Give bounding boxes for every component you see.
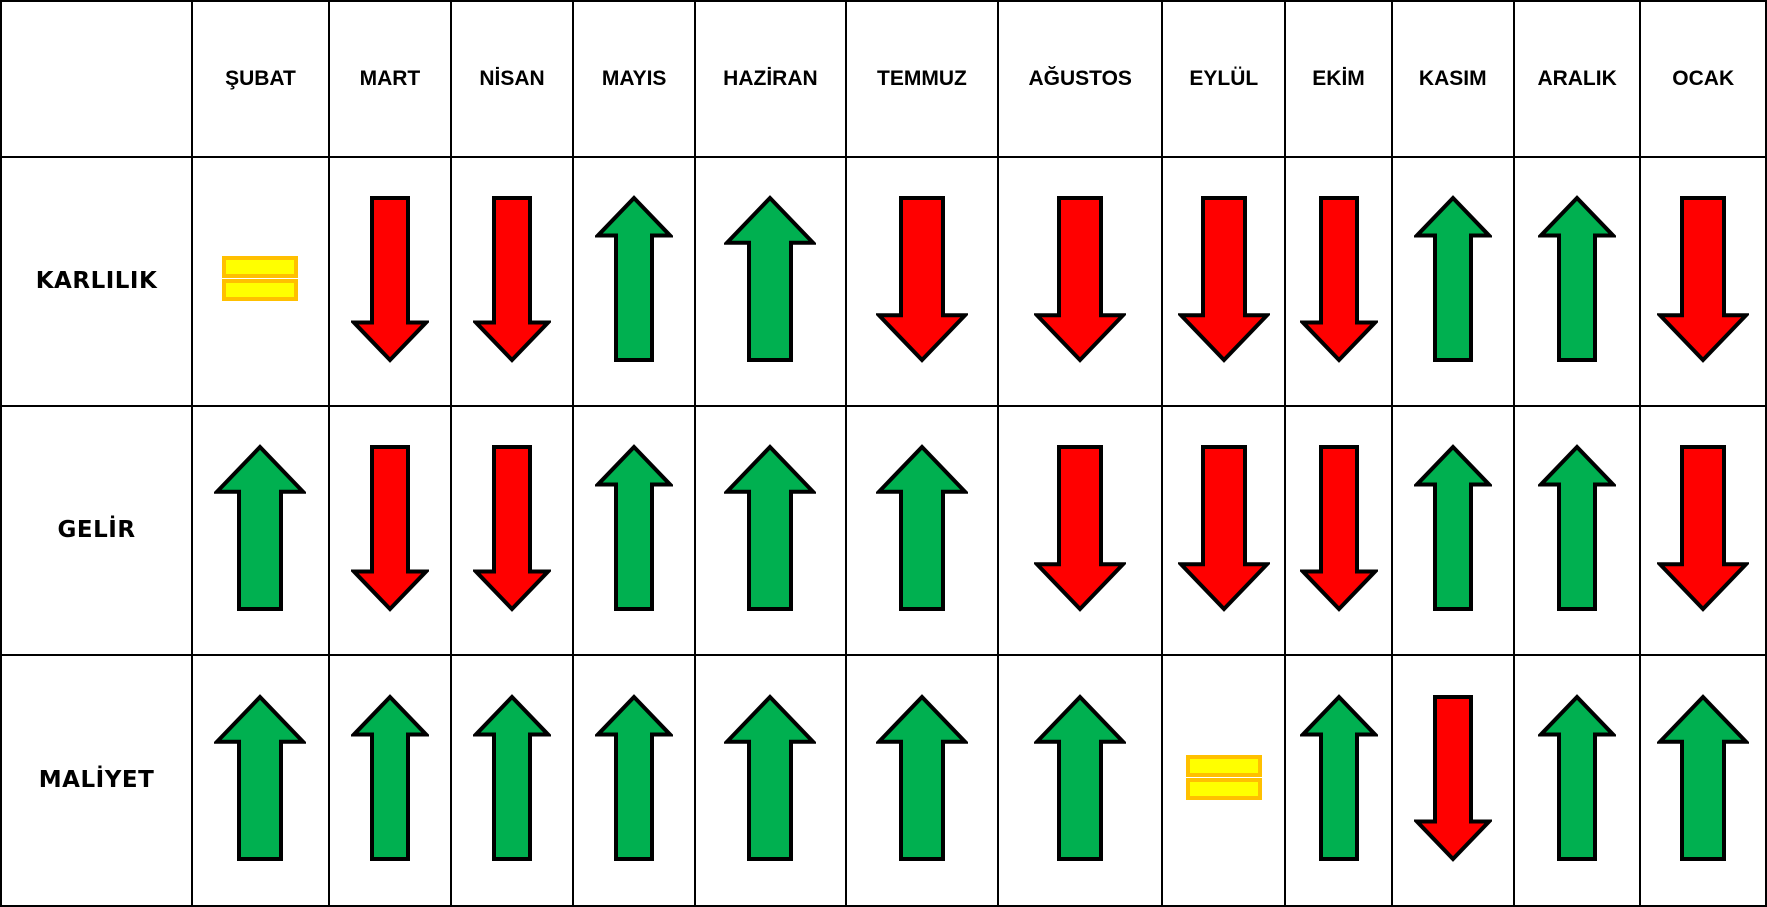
trend-cell bbox=[1285, 406, 1391, 655]
trend-cell bbox=[1640, 406, 1766, 655]
row-label-text: MALİYET bbox=[38, 767, 155, 794]
row-label bbox=[1, 406, 192, 655]
month-header-cell bbox=[695, 1, 845, 157]
month-header-cell bbox=[1285, 1, 1391, 157]
row-label-text: GELİR bbox=[57, 517, 136, 544]
month-header-cell bbox=[1514, 1, 1641, 157]
month-label: NİSAN bbox=[479, 66, 545, 90]
arrow-up-icon bbox=[595, 195, 673, 363]
month-header-cell bbox=[1392, 1, 1514, 157]
month-label: TEMMUZ bbox=[877, 66, 967, 90]
trend-cell bbox=[695, 157, 845, 406]
row-label bbox=[1, 655, 192, 906]
equal-sign-icon bbox=[1186, 755, 1262, 801]
arrow-down-icon bbox=[473, 444, 551, 612]
arrow-up-icon bbox=[595, 444, 673, 612]
month-label: KASIM bbox=[1418, 66, 1487, 90]
row-label bbox=[1, 157, 192, 406]
arrow-down-icon bbox=[1034, 444, 1126, 612]
arrow-up-icon bbox=[1538, 444, 1616, 612]
trend-cell bbox=[1640, 655, 1766, 906]
row-label-text: KARLILIK bbox=[35, 268, 158, 295]
month-label: MART bbox=[359, 66, 421, 90]
month-label: EYLÜL bbox=[1189, 66, 1259, 90]
trend-cell bbox=[1514, 406, 1641, 655]
trend-cell bbox=[998, 655, 1162, 906]
month-label: OCAK bbox=[1672, 66, 1735, 90]
arrow-down-icon bbox=[473, 195, 551, 363]
trend-cell bbox=[573, 655, 695, 906]
month-header-cell bbox=[998, 1, 1162, 157]
arrow-up-icon bbox=[724, 694, 816, 862]
arrow-down-icon bbox=[351, 195, 429, 363]
trend-cell bbox=[695, 406, 845, 655]
trend-cell bbox=[846, 655, 999, 906]
trend-cell bbox=[1514, 157, 1641, 406]
month-header-cell bbox=[1640, 1, 1766, 157]
arrow-up-icon bbox=[724, 195, 816, 363]
trend-cell bbox=[573, 157, 695, 406]
trend-cell bbox=[329, 157, 451, 406]
trend-cell bbox=[329, 655, 451, 906]
month-header-cell bbox=[573, 1, 695, 157]
month-label: ŞUBAT bbox=[225, 66, 296, 90]
arrow-down-icon bbox=[1414, 694, 1492, 862]
trend-cell bbox=[1162, 406, 1285, 655]
arrow-up-icon bbox=[1538, 195, 1616, 363]
trend-cell bbox=[192, 157, 329, 406]
trend-cell bbox=[1392, 655, 1514, 906]
trend-cell bbox=[1640, 157, 1766, 406]
month-header-cell bbox=[846, 1, 999, 157]
arrow-down-icon bbox=[1300, 195, 1378, 363]
month-label: AĞUSTOS bbox=[1028, 66, 1132, 90]
arrow-up-icon bbox=[1414, 444, 1492, 612]
trend-cell bbox=[573, 406, 695, 655]
arrow-up-icon bbox=[1657, 694, 1749, 862]
arrow-down-icon bbox=[1178, 444, 1270, 612]
arrow-up-icon bbox=[876, 444, 968, 612]
month-header-cell bbox=[192, 1, 329, 157]
arrow-up-icon bbox=[1034, 694, 1126, 862]
trend-cell bbox=[1514, 655, 1641, 906]
arrow-up-icon bbox=[1414, 195, 1492, 363]
month-header-cell bbox=[329, 1, 451, 157]
trend-cell bbox=[451, 157, 573, 406]
trend-cell bbox=[1162, 655, 1285, 906]
trend-cell bbox=[1285, 157, 1391, 406]
trend-cell bbox=[1392, 157, 1514, 406]
trend-cell bbox=[192, 655, 329, 906]
corner-cell bbox=[1, 1, 192, 157]
month-label: HAZİRAN bbox=[723, 66, 818, 90]
arrow-up-icon bbox=[595, 694, 673, 862]
arrow-up-icon bbox=[214, 694, 306, 862]
row-gelir bbox=[1, 406, 1766, 655]
trend-cell bbox=[1392, 406, 1514, 655]
arrow-down-icon bbox=[1034, 195, 1126, 363]
arrow-down-icon bbox=[1657, 195, 1749, 363]
arrow-up-icon bbox=[1538, 694, 1616, 862]
arrow-down-icon bbox=[351, 444, 429, 612]
arrow-up-icon bbox=[351, 694, 429, 862]
arrow-up-icon bbox=[214, 444, 306, 612]
equal-sign-icon bbox=[222, 256, 298, 302]
month-header-cell bbox=[451, 1, 573, 157]
month-header-cell bbox=[1162, 1, 1285, 157]
trend-cell bbox=[451, 406, 573, 655]
arrow-up-icon bbox=[1300, 694, 1378, 862]
month-label: ARALIK bbox=[1537, 66, 1617, 90]
month-header-row bbox=[1, 1, 1766, 157]
trend-cell bbox=[329, 406, 451, 655]
trend-cell bbox=[998, 406, 1162, 655]
arrow-down-icon bbox=[1657, 444, 1749, 612]
month-label: EKİM bbox=[1312, 66, 1365, 90]
trend-cell bbox=[1285, 655, 1391, 906]
trend-cell bbox=[1162, 157, 1285, 406]
month-label: MAYIS bbox=[601, 66, 667, 90]
trend-cell bbox=[451, 655, 573, 906]
arrow-up-icon bbox=[724, 444, 816, 612]
trend-cell bbox=[695, 655, 845, 906]
arrow-down-icon bbox=[876, 195, 968, 363]
trend-cell bbox=[192, 406, 329, 655]
row-karlilik bbox=[1, 157, 1766, 406]
arrow-up-icon bbox=[876, 694, 968, 862]
trend-cell bbox=[998, 157, 1162, 406]
arrow-down-icon bbox=[1300, 444, 1378, 612]
trend-cell bbox=[846, 406, 999, 655]
row-maliyet bbox=[1, 655, 1766, 906]
trend-cell bbox=[846, 157, 999, 406]
arrow-up-icon bbox=[473, 694, 551, 862]
arrow-down-icon bbox=[1178, 195, 1270, 363]
